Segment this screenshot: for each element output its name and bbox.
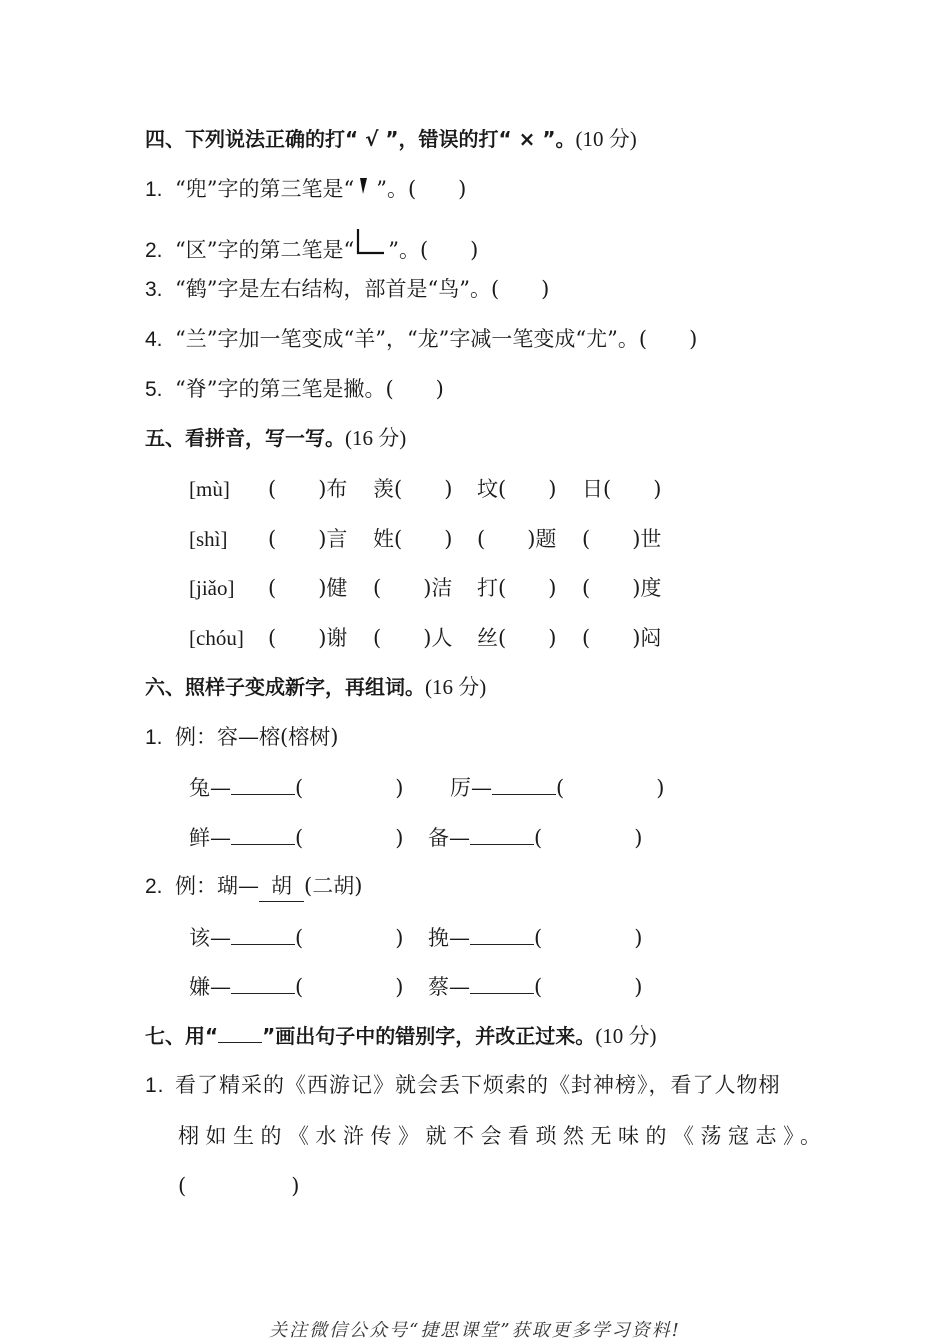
section-6-title: 六、照样子变成新字，再组词。	[145, 675, 425, 699]
s6-g2-row1-left-char: 该—	[189, 926, 231, 950]
section-7-title-a: 七、用“	[145, 1024, 219, 1048]
pinyin-chou-word-4: ( )闷	[582, 626, 662, 650]
s7-item-1-text-1: 看了精采的《西游记》就会丢下烦索的《封神榜》，看了人物栩	[175, 1073, 781, 1097]
section-7-title-b: ”画出句子中的错别字，并改正过来。	[262, 1024, 596, 1048]
pinyin-shi-word-3: ( )题	[477, 527, 557, 551]
pinyin-shi-word-2: 姓( )	[373, 527, 453, 551]
s6-example-2	[145, 871, 362, 902]
s4-item-2-num: 2.	[145, 239, 163, 262]
s6-g1-row2-left-char: 鲜—	[189, 826, 231, 850]
section-4-score: (10 分)	[575, 127, 637, 151]
s6-g2-row2-left: 嫌— ( )	[189, 971, 403, 1002]
s6-g1-row1-right-blank[interactable]	[492, 772, 556, 795]
pinyin-chou-word-1: ( )谢	[268, 626, 348, 650]
section-5-score: (16 分)	[345, 426, 407, 450]
s4-item-2-before: “区”字的第二笔是“	[175, 238, 355, 262]
s6-example-1	[145, 722, 338, 753]
pinyin-mu-word-2: 羡( )	[373, 477, 453, 501]
s6-example-2-prefix: 例：瑚—	[175, 874, 259, 898]
s4-item-5-text: “脊”字的第三笔是撇。( )	[175, 377, 444, 401]
pinyin-jiao-word-3: 打( )	[477, 576, 557, 600]
s6-g1-row2-left: 鲜— ( )	[189, 822, 403, 853]
stroke-diagonal-hook-icon	[354, 174, 376, 200]
section-7-heading	[145, 1021, 657, 1051]
s4-item-1-before: “兜”字的第三笔是“	[175, 177, 355, 201]
s6-g2-row2-right-blank[interactable]	[470, 971, 534, 994]
s4-item-4-num: 4.	[145, 328, 163, 351]
s6-g2-row1-left: 该— ( )	[189, 922, 403, 953]
section-6-heading	[145, 672, 486, 702]
s4-item-2-after: ”。( )	[388, 238, 479, 262]
s4-item-1-after: ”。( )	[376, 177, 467, 201]
section-4-title: 四、下列说法正确的打“ √ ”，错误的打“ × ”。	[145, 127, 576, 151]
s6-g1-row1-left-blank[interactable]	[231, 772, 295, 795]
s6-g2-row1-right-blank[interactable]	[470, 922, 534, 945]
pinyin-shi-word-4: ( )世	[582, 527, 662, 551]
pinyin-mu-word-1: ( )布	[268, 477, 348, 501]
s6-g2-row1-left-blank[interactable]	[231, 922, 295, 945]
s7-item-1-answer-paren[interactable]: ( )	[178, 1174, 300, 1198]
s6-g1-row1-left-char: 兔—	[189, 776, 231, 800]
s6-example-2-num: 2.	[145, 875, 163, 898]
s6-g2-row2-left-blank[interactable]	[231, 971, 295, 994]
s6-g1-row1-right: 厉— ( )	[450, 772, 664, 803]
pinyin-jiao: [jiǎo]	[189, 576, 235, 600]
s4-item-5-num: 5.	[145, 378, 163, 401]
pinyin-mu: [mù]	[189, 477, 230, 501]
s4-item-4	[145, 324, 697, 355]
s4-item-1	[145, 174, 466, 205]
s4-item-4-text: “兰”字加一笔变成“羊”，“龙”字减一笔变成“尤”。( )	[175, 327, 698, 351]
pinyin-chou-word-3: 丝( )	[477, 626, 557, 650]
s6-example-2-suffix: (二胡)	[304, 874, 363, 898]
s6-example-2-answer: 胡	[259, 871, 304, 902]
s4-item-2	[145, 227, 478, 266]
s6-g1-row1-right-char: 厉—	[450, 776, 492, 800]
pinyin-chou-word-2: ( )人	[373, 626, 453, 650]
pinyin-jiao-word-1: ( )健	[268, 576, 348, 600]
section-5-heading	[145, 423, 406, 453]
s6-example-1-text: 例：容—榕(榕树)	[175, 725, 339, 749]
s4-item-3-num: 3.	[145, 278, 163, 301]
s6-g1-row2-left-blank[interactable]	[231, 822, 295, 845]
section-4-heading	[145, 124, 637, 154]
pinyin-chou: [chóu]	[189, 626, 244, 650]
s4-item-3	[145, 274, 549, 305]
s6-g1-row2-right-char: 备—	[428, 826, 470, 850]
s7-item-1-line-2: 栩如生的《水浒传》就不会看琐然无味的《荡寇志》。	[178, 1124, 828, 1148]
pinyin-shi: [shì]	[189, 527, 228, 551]
s4-item-3-text: “鹤”字是左右结构，部首是“鸟”。( )	[175, 277, 550, 301]
s6-example-1-num: 1.	[145, 726, 163, 749]
section-6-score: (16 分)	[425, 675, 487, 699]
pinyin-jiao-word-4: ( )度	[582, 576, 662, 600]
s6-g2-row1-right-char: 挽—	[428, 926, 470, 950]
s4-item-1-num: 1.	[145, 178, 163, 201]
s6-g2-row1-right: 挽— ( )	[428, 922, 642, 953]
section-5-title: 五、看拼音，写一写。	[145, 426, 345, 450]
s7-item-1-line-1	[145, 1070, 781, 1101]
pinyin-jiao-word-2: ( )洁	[373, 576, 453, 600]
section-7-score: (10 分)	[595, 1024, 657, 1048]
s4-item-5	[145, 374, 444, 405]
stroke-vertical-turn-icon	[354, 227, 388, 259]
s7-item-1-num: 1.	[145, 1074, 165, 1097]
s6-g1-row2-right-blank[interactable]	[470, 822, 534, 845]
s6-g2-row2-right-char: 蔡—	[428, 975, 470, 999]
s6-g2-row2-right: 蔡— ( )	[428, 971, 642, 1002]
s6-g1-row2-right: 备— ( )	[428, 822, 642, 853]
pinyin-mu-word-3: 坟( )	[477, 477, 557, 501]
pinyin-shi-word-1: ( )言	[268, 527, 348, 551]
s6-g2-row2-left-char: 嫌—	[189, 975, 231, 999]
pinyin-mu-word-4: 日( )	[582, 477, 662, 501]
s6-g1-row1-left: 兔— ( )	[189, 772, 403, 803]
footer-note: 关注微信公众号“捷思课堂”获取更多学习资料!	[269, 1320, 681, 1341]
section-7-underline-sample	[218, 1022, 262, 1043]
